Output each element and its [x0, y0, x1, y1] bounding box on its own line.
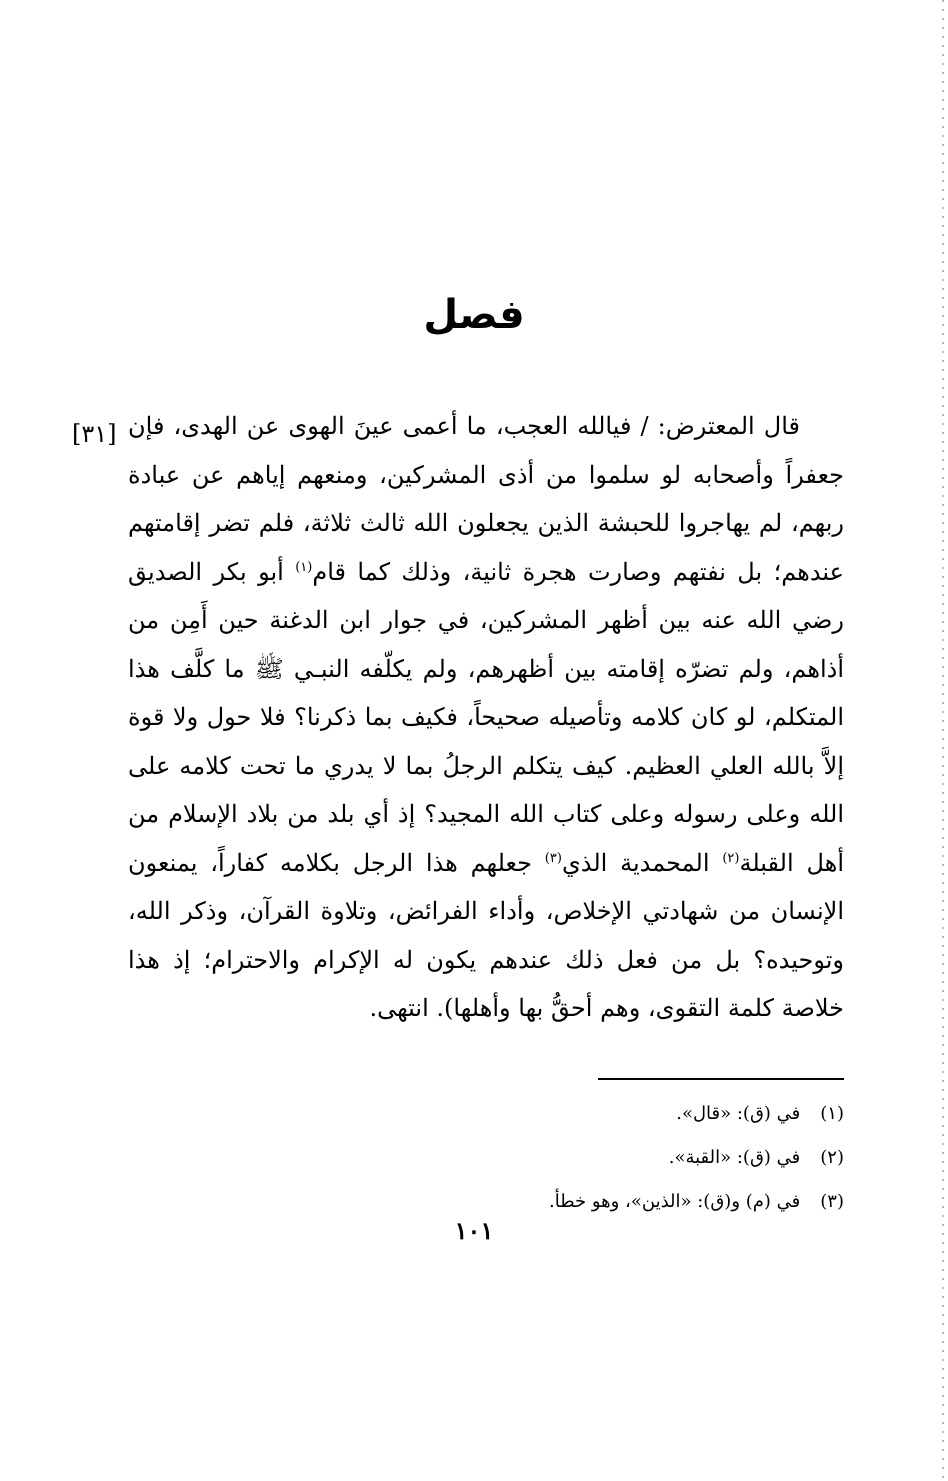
- footnote-text: في (م) و(ق): «الذين»، وهو خطأ.: [549, 1191, 801, 1212]
- footnote-text: في (ق): «القبة».: [668, 1147, 801, 1168]
- body-paragraph: [128, 402, 844, 1033]
- footnote-number: (١): [820, 1103, 844, 1124]
- footnote-number: (٣): [820, 1191, 844, 1212]
- footnote-separator: [598, 1078, 844, 1080]
- body-segment-4: جعلهم هذا الرجل بكلامه كفاراً، يمنعون الإنسان من شهادتي الإخلاص، وأداء الفرائض، وتلاوة القرآن، وذكر الله، وتوحيده؟ بل من فعل ذلك عندهم يكون له الإكرام والاحترام؛ إذ هذا خلاصة كلمة التقوى، وهم أحقُّ بها وأهلها). انتهى.: [128, 848, 844, 1022]
- footnote-text: في (ق): «قال».: [676, 1103, 801, 1124]
- footnote-ref-1: (١): [295, 559, 313, 575]
- section-heading: فصل: [423, 292, 525, 338]
- body-segment-3: المحمدية الذي: [561, 848, 723, 877]
- scan-edge-dots: [942, 0, 944, 1481]
- footnote-item: [300, 1136, 844, 1180]
- footnote-ref-3: (٣): [544, 850, 562, 866]
- body-text: [128, 402, 844, 1033]
- footnote-number: (٢): [820, 1147, 844, 1168]
- body-segment-2: أبو بكر الصديق رضي الله عنه بين أظهر المشركين، في جوار ابن الدغنة حين أَمِن من أذاهم، ولم تضرّه إقامته بين أظهرهم، ولم يكلّفه النبـي ﷺ ما كلَّف هذا المتكلم، لو كان كلامه وتأصيله صحيحاً، فكيف بما ذكرنا؟ فلا حول ولا قوة إلاَّ بالله العلي العظيم. كيف يتكلم الرجلُ بما لا يدري ما تحت كلامه على الله وعلى رسوله وعلى كتاب الله المجيد؟ إذ أي بلد من بلاد الإسلام من أهل القبلة: [128, 557, 844, 877]
- margin-page-marker: [٣١]: [72, 420, 117, 448]
- page-number: ١٠١: [454, 1216, 494, 1245]
- body-segment-1: قال المعترض: / فيالله العجب، ما أعمى عينَ الهوى عن الهدى، فإن جعفراً وأصحابه لو سلموا من أذى المشركين، ومنعهم إياهم عن عبادة ربهم، لم يهاجروا للحبشة الذين يجعلون الله ثالث ثلاثة، فلم تضر إقامتهم عندهم؛ بل نفتهم وصارت هجرة ثانية، وذلك كما قام: [128, 412, 844, 586]
- footnotes: [300, 1092, 844, 1224]
- footnote-ref-2: (٢): [722, 850, 740, 866]
- footnote-item: [300, 1092, 844, 1136]
